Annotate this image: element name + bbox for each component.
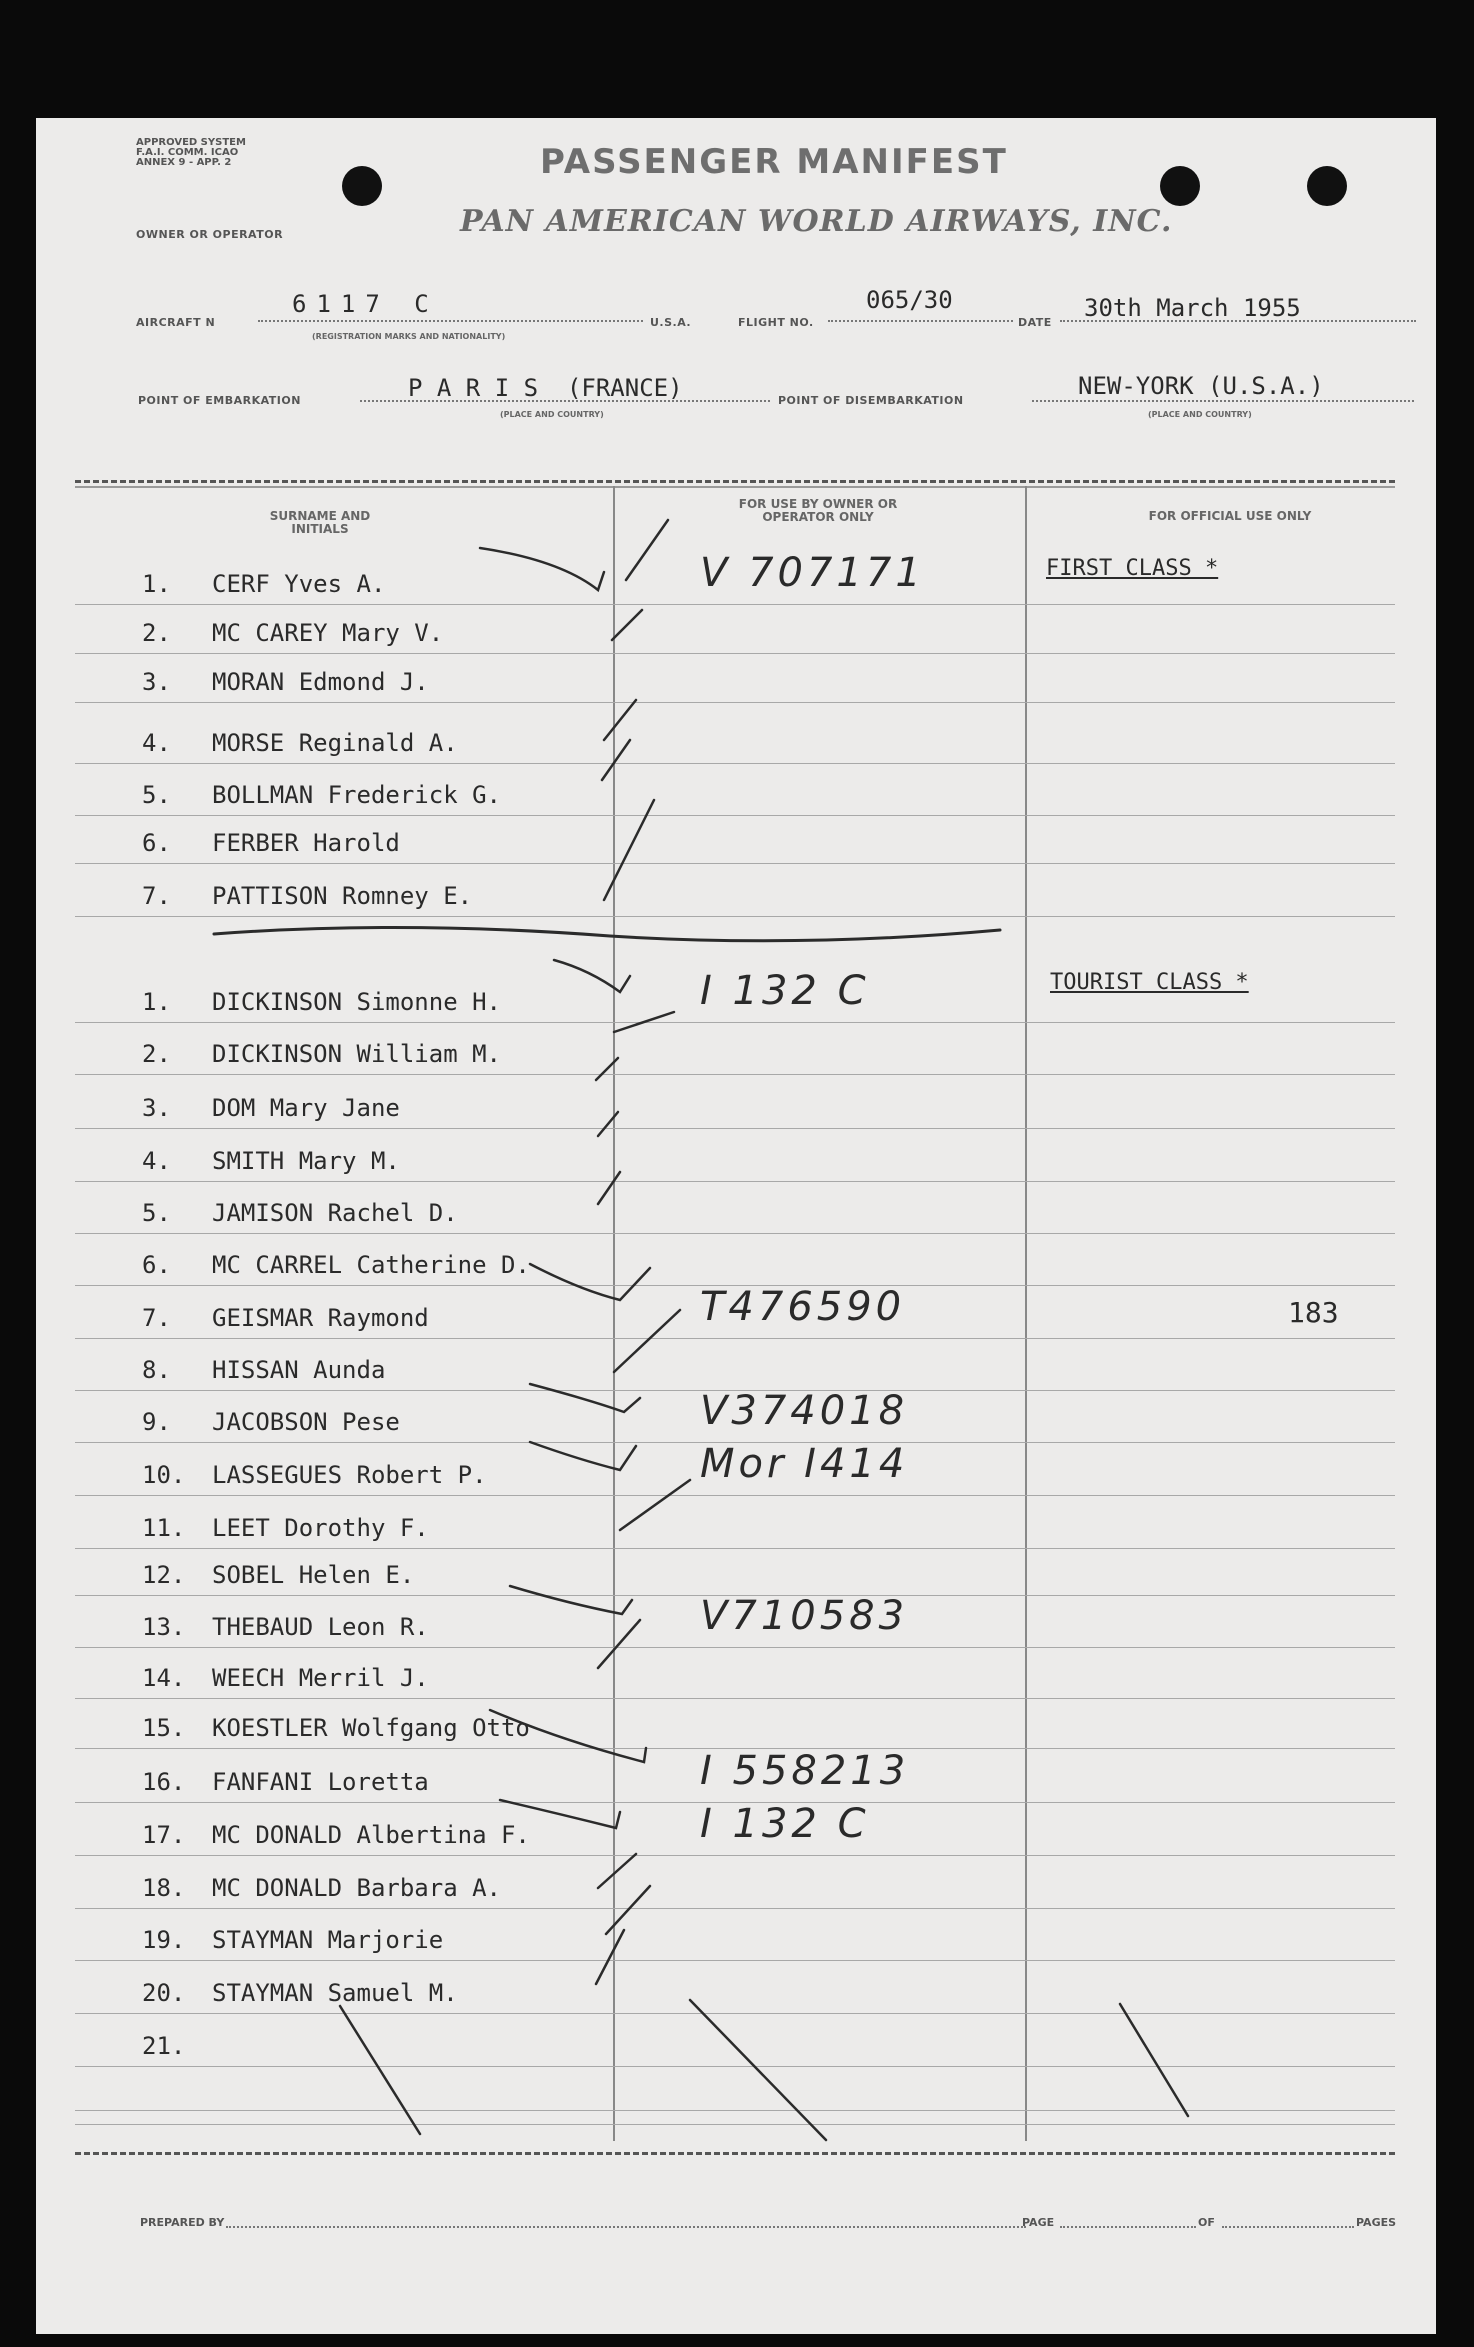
passenger-name: DOM Mary Jane [212,1094,400,1122]
passport-note: Mor I414 [700,1441,909,1487]
check-mark [490,1710,646,1762]
check-mark [510,1586,632,1614]
passenger-name: WEECH Merril J. [212,1664,429,1692]
disembark-value: NEW-YORK (U.S.A.) [1078,372,1324,400]
check-mark [480,548,604,590]
first-class-label: FIRST CLASS * [1046,556,1219,581]
passenger-name: MC CAREY Mary V. [212,619,444,647]
passenger-number: 2. [142,1040,171,1068]
column-surname: SURNAME AND INITIALS [269,509,371,536]
passenger-number: 8. [142,1356,171,1384]
passenger-number: 4. [142,729,171,757]
passenger-number: 3. [142,668,171,696]
passenger-name: GEISMAR Raymond [212,1304,429,1332]
check-mark [596,1058,618,1080]
passenger-name: STAYMAN Marjorie [212,1926,444,1954]
check-mark [530,1442,636,1470]
aircraft-label: AIRCRAFT N [136,316,216,329]
check-mark [596,1930,624,1984]
passenger-name: SMITH Mary M. [212,1147,400,1175]
passenger-name: MORAN Edmond J. [212,668,429,696]
passenger-number: 16. [142,1768,186,1796]
check-mark [598,1112,618,1136]
embark-value: P A R I S (FRANCE) [408,374,683,402]
embark-label: POINT OF EMBARKATION [138,394,301,407]
check-mark [500,1800,620,1828]
passport-note: I 132 C [700,1801,870,1847]
passenger-number: 7. [142,1304,171,1332]
cancel-stroke [690,2000,826,2140]
check-mark [554,960,630,992]
passenger-number: 3. [142,1094,171,1122]
check-mark [620,1480,690,1530]
check-mark [614,1012,674,1032]
passenger-number: 9. [142,1408,171,1436]
passenger-number: 11. [142,1514,186,1542]
passenger-number: 12. [142,1561,186,1589]
page-label: PAGE [1022,2216,1055,2229]
passenger-name: CERF Yves A. [212,570,386,598]
passenger-name: DICKINSON Simonne H. [212,988,501,1016]
aircraft-sub: (REGISTRATION MARKS AND NATIONALITY) [312,332,506,341]
check-mark [604,700,636,740]
passenger-name: PATTISON Romney E. [212,882,473,910]
page-title: PASSENGER MANIFEST [540,142,1008,182]
passenger-name: BOLLMAN Frederick G. [212,781,501,809]
passenger-name: FERBER Harold [212,829,400,857]
passport-note: V374018 [700,1388,909,1434]
check-mark [614,1310,680,1372]
aircraft-value: 6117 C [292,290,439,318]
passenger-name: FANFANI Loretta [212,1768,429,1796]
passenger-name: HISSAN Aunda [212,1356,386,1384]
passenger-number: 19. [142,1926,186,1954]
passenger-number: 4. [142,1147,171,1175]
passenger-name: LEET Dorothy F. [212,1514,429,1542]
passenger-name: JAMISON Rachel D. [212,1199,458,1227]
passenger-number: 17. [142,1821,186,1849]
passenger-name: MC DONALD Albertina F. [212,1821,530,1849]
passenger-number: 14. [142,1664,186,1692]
cancel-stroke [1120,2004,1188,2116]
pages-label: PAGES [1356,2216,1397,2229]
passenger-number: 6. [142,829,171,857]
column-official-use: FOR OFFICIAL USE ONLY [1148,509,1312,523]
passenger-number: 18. [142,1874,186,1902]
disembark-sub: (PLACE AND COUNTRY) [1148,410,1252,419]
passport-note: T476590 [700,1284,906,1330]
passenger-name: SOBEL Helen E. [212,1561,415,1589]
passport-note: I 558213 [700,1748,910,1794]
check-mark [530,1384,640,1412]
passenger-name: KOESTLER Wolfgang Otto [212,1714,530,1742]
passenger-name: THEBAUD Leon R. [212,1613,429,1641]
tourist-class-label: TOURIST CLASS * [1050,970,1249,995]
check-mark [626,520,668,580]
check-mark [598,1172,620,1204]
passenger-number: 7. [142,882,171,910]
owner-label: OWNER OR OPERATOR [136,228,284,241]
cancel-stroke [340,2006,420,2134]
passenger-number: 5. [142,1199,171,1227]
disembark-label: POINT OF DISEMBARKATION [778,394,964,407]
flight-label: FLIGHT NO. [738,316,814,329]
date-value: 30th March 1955 [1084,294,1301,322]
passenger-number: 15. [142,1714,186,1742]
check-mark [602,740,630,780]
check-mark [604,800,654,900]
passenger-number: 20. [142,1979,186,2007]
passenger-name: MC DONALD Barbara A. [212,1874,501,1902]
class-divider-stroke [214,927,1000,940]
check-mark [612,610,642,640]
check-mark [606,1886,650,1934]
passport-note: V710583 [700,1593,909,1639]
passenger-name: MC CARREL Catherine D. [212,1251,530,1279]
date-label: DATE [1018,316,1052,329]
passenger-number: 1. [142,988,171,1016]
passenger-number: 6. [142,1251,171,1279]
operator-name: PAN AMERICAN WORLD AIRWAYS, INC. [460,204,1173,239]
usa-label: U.S.A. [650,316,692,329]
passenger-number: 13. [142,1613,186,1641]
flight-value: 065/30 [866,286,953,314]
passenger-number: 10. [142,1461,186,1489]
passenger-name: JACOBSON Pese [212,1408,400,1436]
passenger-name: STAYMAN Samuel M. [212,1979,458,2007]
official-note: 183 [1288,1296,1339,1329]
passenger-number: 5. [142,781,171,809]
passenger-name: MORSE Reginald A. [212,729,458,757]
prepared-by-label: PREPARED BY [140,2216,225,2229]
passenger-number: 1. [142,570,171,598]
passenger-name: DICKINSON William M. [212,1040,501,1068]
passenger-number: 2. [142,619,171,647]
passenger-number: 21. [142,2032,186,2060]
passport-note: I 132 C [700,968,870,1014]
check-mark [530,1264,650,1300]
of-label: OF [1198,2216,1215,2229]
column-owner-use: FOR USE BY OWNER OR OPERATOR ONLY [738,497,898,524]
check-mark [598,1854,636,1888]
passport-note: V 707171 [700,550,925,596]
embark-sub: (PLACE AND COUNTRY) [500,410,604,419]
check-mark [598,1620,640,1668]
passenger-name: LASSEGUES Robert P. [212,1461,487,1489]
approval-note: APPROVED SYSTEM F.A.I. COMM. ICAO ANNEX 9 - APP. 2 [136,137,246,168]
